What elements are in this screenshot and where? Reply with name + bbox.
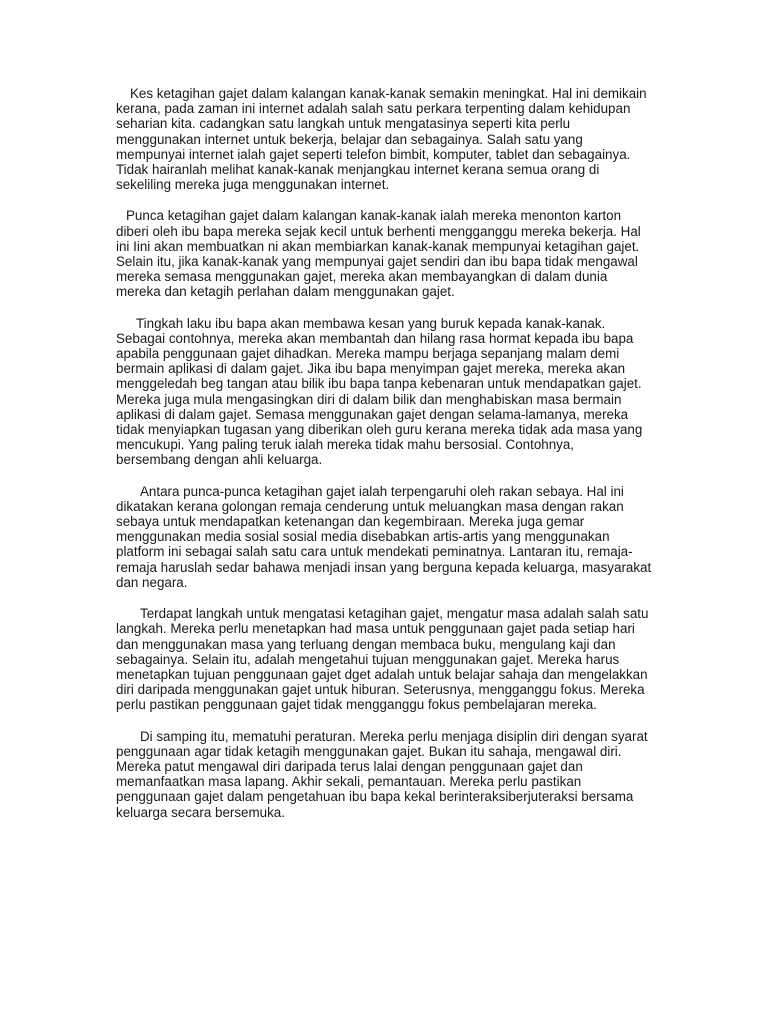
paragraph-2: Punca ketagihan gajet dalam kalangan kanak-kanak ialah mereka menonton karton diberi oleh ibu bapa mereka sejak kecil untuk berhenti mengganggu mereka bekerja. Hal ini Iini akan membuatkan ni akan membiarkan kanak-kanak mempunyai ketagihan gajet. Selain itu, jika kanak-kanak yang mempunyai gajet sendiri dan ibu bapa tidak mengawal mereka semasa menggunakan gajet, mereka akan membayangkan di dalam dunia mereka dan ketagih perlahan dalam menggunakan gajet.	[116, 208, 645, 300]
document-body	[116, 86, 655, 836]
paragraph-4: Antara punca-punca ketagihan gajet ialah terpengaruhi oleh rakan sebaya. Hal ini dikatakan kerana golongan remaja cenderung untuk meluangkan masa dengan rakan sebaya untuk mendapatkan ketenangan dan kegembiraan. Mereka juga gemar menggunakan media sosial sosial media disebabkan artis-artis yang menggunakan platform ini sebagai salah satu cara untuk mendekati peminatnya. Lantaran itu, remaja-remaja haruslah sedar bahawa menjadi insan yang berguna kepada keluarga, masyarakat dan negara.	[116, 483, 655, 590]
paragraph-6: Di samping itu, mematuhi peraturan. Mereka perlu menjaga disiplin diri dengan syarat penggunaan agar tidak ketagih menggunakan gajet. Bukan itu sahaja, mengawal diri. Mereka patut mengawal diri daripada terus lalai dengan penggunaan gajet dan memanfaatkan masa lapang. Akhir sekali, pemantauan. Mereka perlu pastikan penggunaan gajet dalam pengetahuan ibu bapa kekal berinteraksiberjuteraksi bersama keluarga secara bersemuka.	[116, 728, 652, 820]
paragraph-3: Tingkah laku ibu bapa akan membawa kesan yang buruk kepada kanak-kanak. Sebagai contohnya, mereka akan membantah dan hilang rasa hormat kepada ibu bapa apabila penggunaan gajet dihadkan. Mereka mampu berjaga sepanjang malam demi bermain aplikasi di dalam gajet. Jika ibu bapa menyimpan gajet mereka, mereka akan menggeledah beg tangan atau bilik ibu bapa tanpa kebenaran untuk mendapatkan gajet. Mereka juga mula mengasingkan diri di dalam bilik dan menghabiskan masa bermain aplikasi di dalam gajet. Semasa menggunakan gajet dengan selama-lamanya, mereka tidak menyiapkan tugasan yang diberikan oleh guru kerana mereka tidak ada masa yang mencukupi. Yang paling teruk ialah mereka tidak mahu bersosial. Contohnya, bersembang dengan ahli keluarga.	[116, 315, 647, 468]
paragraph-5: Terdapat langkah untuk mengatasi ketagihan gajet, mengatur masa adalah salah satu langkah. Mereka perlu menetapkan had masa untuk penggunaan gajet pada setiap hari dan menggunakan masa yang terluang dengan membaca buku, mengulang kaji dan sebagainya. Selain itu, adalah mengetahui tujuan menggunakan gajet. Mereka harus menetapkan tujuan penggunaan gajet dget adalah untuk belajar sahaja dan mengelakkan diri daripada menggunakan gajet untuk hiburan. Seterusnya, mengganggu fokus. Mereka perlu pastikan penggunaan gajet tidak mengganggu fokus pembelajaran mereka.	[116, 606, 653, 713]
paragraph-1: Kes ketagihan gajet dalam kalangan kanak-kanak semakin meningkat. Hal ini demikain kerana, pada zaman ini internet adalah salah satu perkara terpenting dalam kehidupan seharian kita. cadangkan satu langkah untuk mengatasinya seperti kita perlu menggunakan internet untuk bekerja, belajar dan sebagainya. Salah satu yang mempunyai internet ialah gajet seperti telefon bimbit, komputer, tablet dan sebagainya. Tidak hairanlah melihat kanak-kanak menjangkau internet kerana semua orang di sekeliling mereka juga menggunakan internet.	[116, 86, 651, 193]
